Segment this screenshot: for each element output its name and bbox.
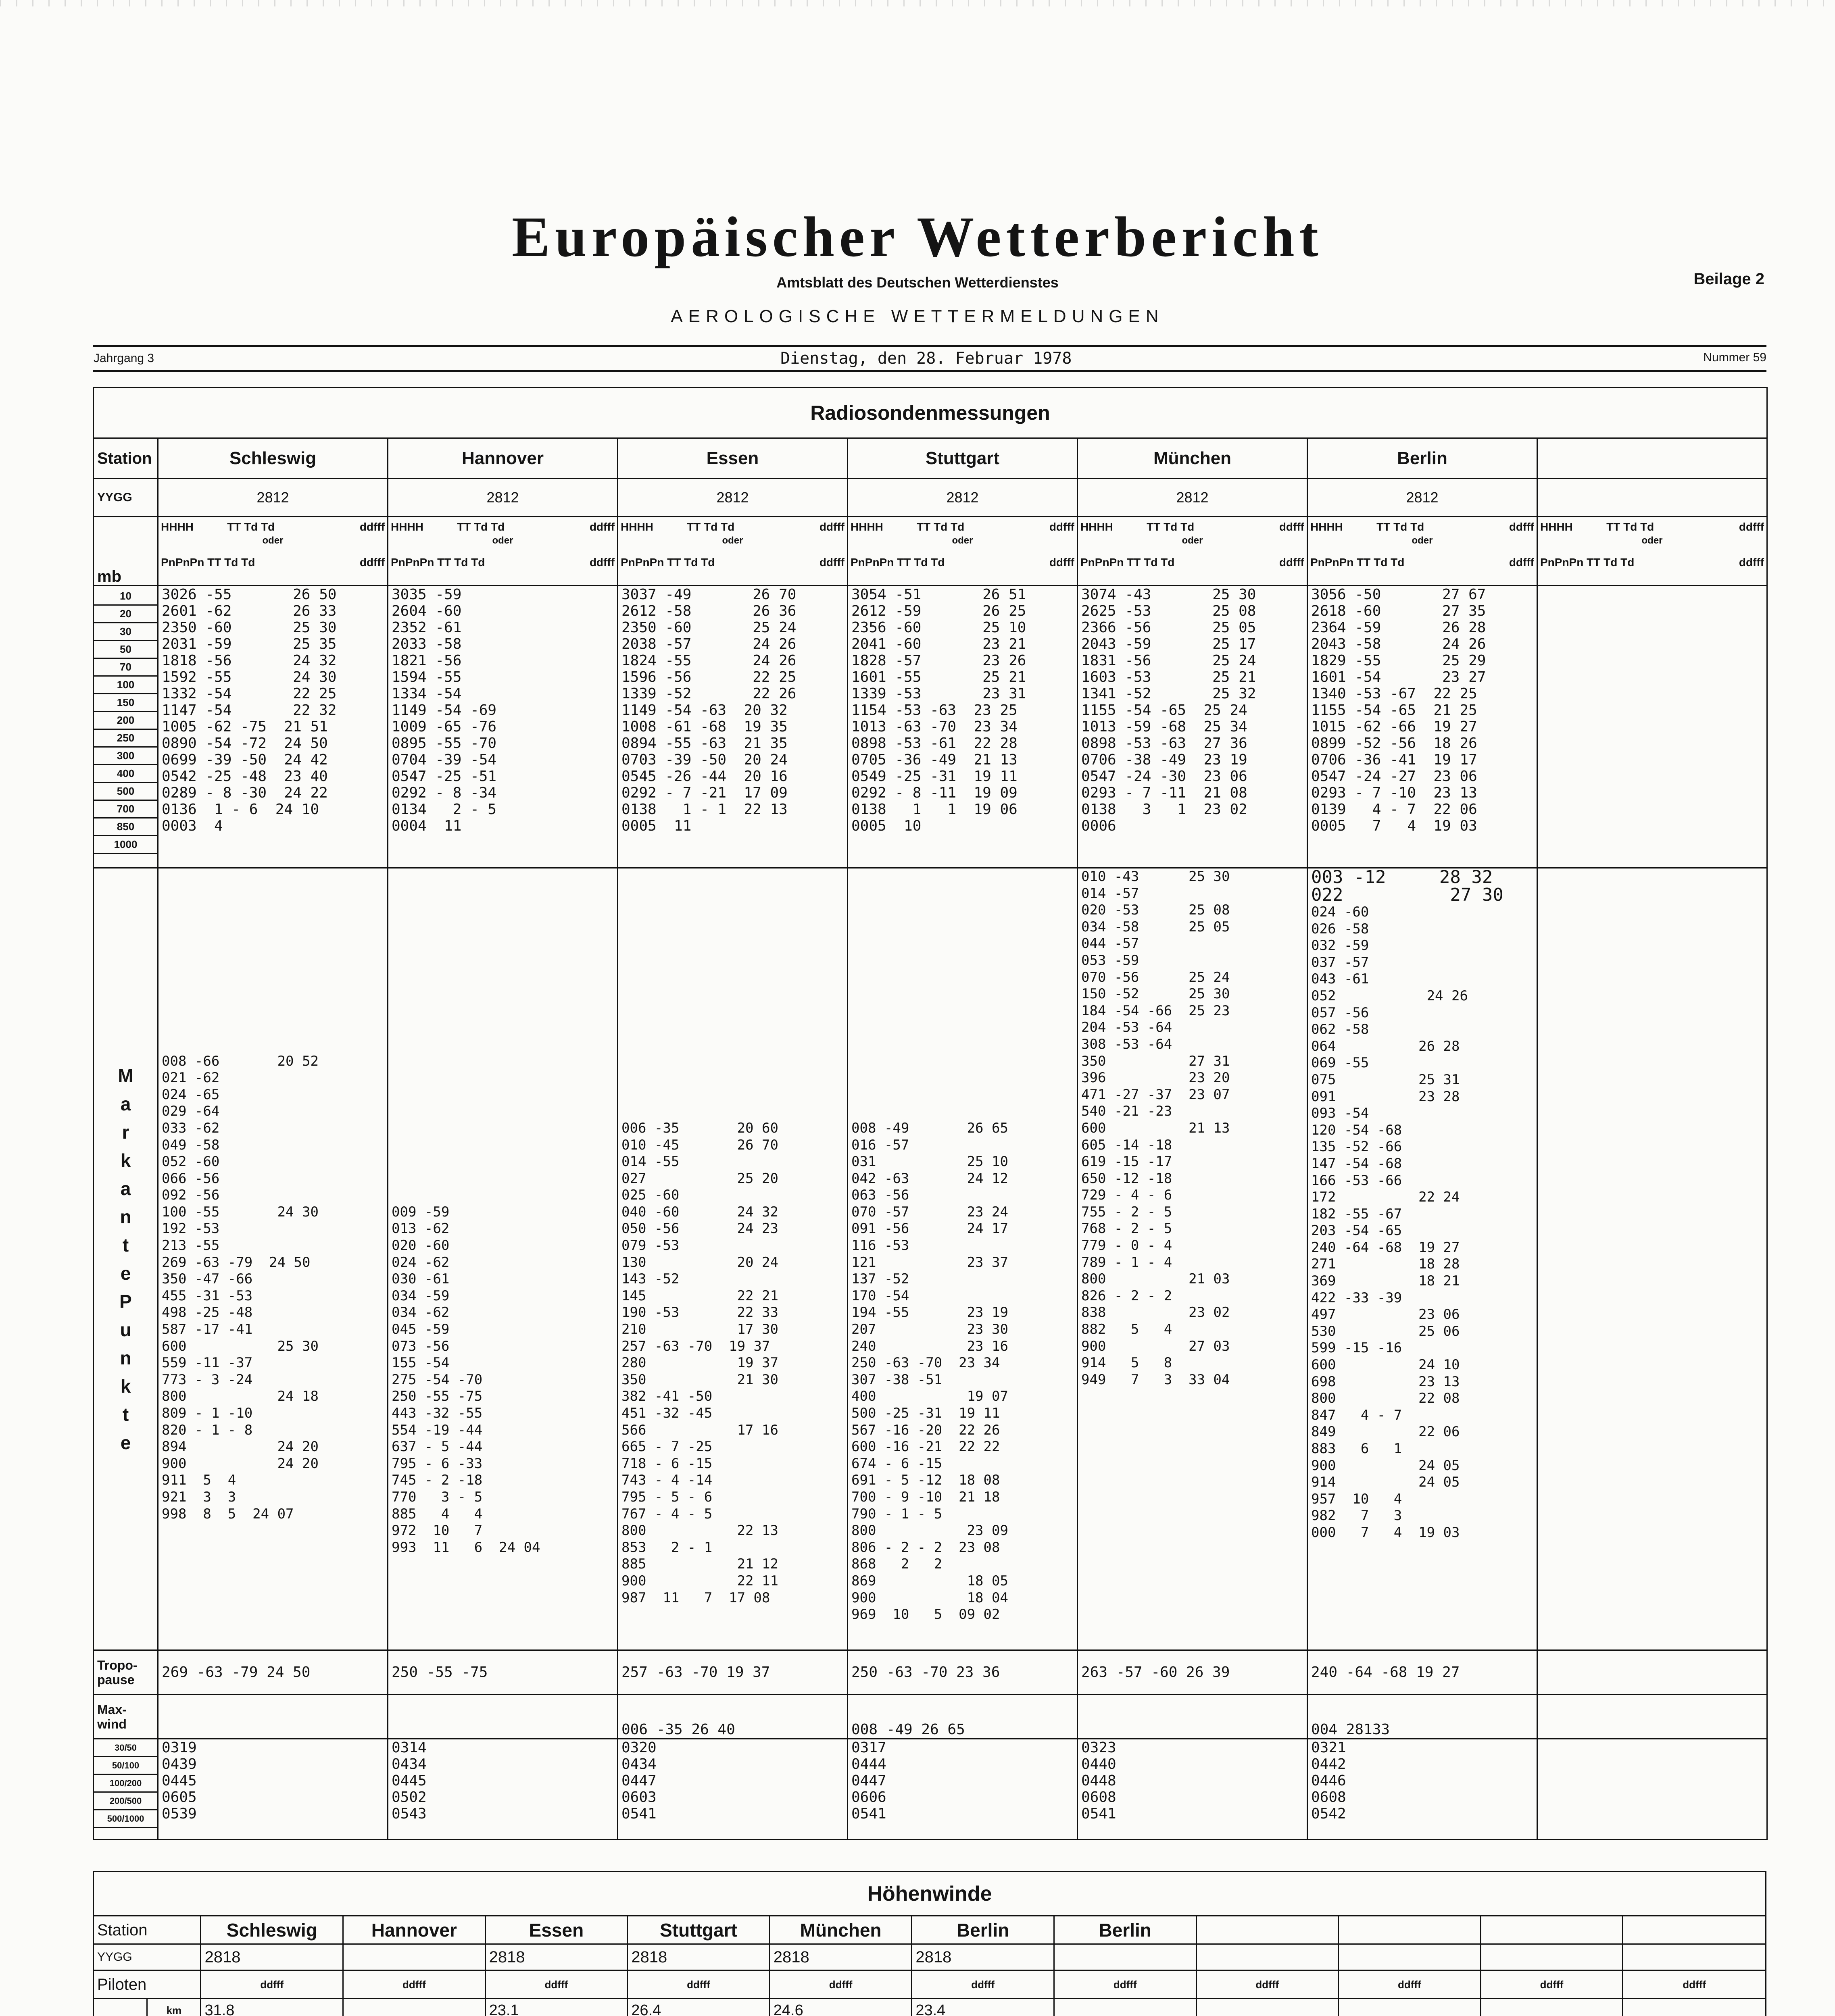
hdr-pn: PnPnPn TT Td Td xyxy=(621,556,715,569)
hw-station-name xyxy=(1623,1916,1766,1944)
hdr-ddfff: ddfff xyxy=(1739,521,1764,533)
hoehenwinde-table xyxy=(93,1871,1766,2016)
shear-labels xyxy=(94,1739,158,1840)
gipfel-km xyxy=(1481,1999,1623,2016)
station-name: München xyxy=(1078,438,1307,479)
shear-values: 0317 0444 0447 0606 0541 xyxy=(848,1739,1078,1840)
pressure-level: 700 xyxy=(94,801,157,818)
pressure-level: 250 xyxy=(94,730,157,748)
hdr-oder: oder xyxy=(722,535,743,546)
pressure-level: 200 xyxy=(94,712,157,730)
hdr-oder: oder xyxy=(1412,535,1433,546)
pressure-level: 500 xyxy=(94,783,157,801)
marked-points xyxy=(1537,868,1767,1650)
hw-piloten-ddfff: ddfff xyxy=(1623,1970,1766,1999)
hdr-ddfff: ddfff xyxy=(1739,556,1764,569)
hw-station-name: Hannover xyxy=(343,1916,486,1944)
marked-label-letter: k xyxy=(120,1375,131,1397)
hw-station-name: Berlin xyxy=(912,1916,1054,1944)
hdr-ddfff: ddfff xyxy=(1279,556,1304,569)
maxwind-value: 004 28133 xyxy=(1307,1695,1537,1739)
marked-points: 006 -35 20 60 010 -45 26 70 014 -55 027 25 20 025 -60 040 -60 24 32 050 -56 24 23 079 -53 130 20 24 143 -52 145 22 21 190 -53 22 33 210 17 30 257 -63 -70 19 37 280 19 37 350 21 30 382 -41 -50 451 -32 -45 566 17 16 665 - 7 -25 718 - 6 -15 743 - 4 -14 795 - 5 - 6 767 - 4 - 5 800 22 13 853 2 - 1 885 21 12 900 22 11 987 11 7 17 08 xyxy=(618,868,848,1650)
yygg-label: YYGG xyxy=(94,479,158,517)
hw-yygg-value: 2818 xyxy=(485,1944,628,1970)
hdr-pn: PnPnPn TT Td Td xyxy=(1540,556,1635,569)
shear-layer: 50/100 xyxy=(94,1757,157,1775)
pressure-level: 850 xyxy=(94,818,157,836)
gipfel-km-label: km xyxy=(147,1999,201,2016)
hw-station-name xyxy=(1339,1916,1481,1944)
marked-label-letter: r xyxy=(122,1121,129,1143)
pressure-level: 400 xyxy=(94,765,157,783)
hdr-ddfff: ddfff xyxy=(1279,521,1304,533)
hdr-tt: TT Td Td xyxy=(1606,521,1654,533)
hdr-pn: PnPnPn TT Td Td xyxy=(391,556,485,569)
hdr-tt: TT Td Td xyxy=(917,521,965,533)
hdr-ddfff: ddfff xyxy=(359,556,385,569)
gipfelpunkt-label xyxy=(94,1999,147,2016)
hdr-ddfff: ddfff xyxy=(589,556,615,569)
yygg-value: 2812 xyxy=(1307,479,1537,517)
station-name xyxy=(1537,438,1767,479)
marked-points-text xyxy=(94,1062,157,1457)
tropopause-value: 240 -64 -68 19 27 xyxy=(1307,1650,1537,1695)
hw-station-label: Station xyxy=(94,1916,201,1944)
hdr-ddfff: ddfff xyxy=(1049,521,1074,533)
shear-layer: 200/500 xyxy=(94,1793,157,1810)
hw-station-name xyxy=(1196,1916,1339,1944)
hdr-hhhh: HHHH xyxy=(1540,521,1573,533)
hw-yygg-value xyxy=(1339,1944,1481,1970)
marked-label-letter: n xyxy=(120,1347,131,1368)
shear-values: 0320 0434 0447 0603 0541 xyxy=(618,1739,848,1840)
shear-values: 0314 0434 0445 0502 0543 xyxy=(388,1739,618,1840)
hdr-tt: TT Td Td xyxy=(1147,521,1195,533)
hw-yygg-value xyxy=(1196,1944,1339,1970)
supplement-label: Beilage 2 xyxy=(1693,270,1764,288)
hw-station-name xyxy=(1481,1916,1623,1944)
hw-station-name: Stuttgart xyxy=(628,1916,770,1944)
hw-yygg-label: YYGG xyxy=(94,1944,201,1970)
marked-label-letter: a xyxy=(120,1093,131,1114)
gipfel-km xyxy=(1339,1999,1481,2016)
pressure-level: 50 xyxy=(94,641,157,659)
marked-label-letter: u xyxy=(120,1319,131,1340)
mb-label: mb xyxy=(94,517,158,586)
gipfel-km xyxy=(1196,1999,1339,2016)
column-header xyxy=(848,517,1078,586)
hdr-pn: PnPnPn TT Td Td xyxy=(851,556,945,569)
hw-yygg-value: 2818 xyxy=(628,1944,770,1970)
tropopause-value xyxy=(1537,1650,1767,1695)
hw-station-name: Berlin xyxy=(1054,1916,1196,1944)
tropopause-label: Tropo-pause xyxy=(94,1650,158,1695)
standard-levels: 3035 -59 2604 -60 2352 -61 2033 -58 1821 -56 1594 -55 1334 -54 1149 -54 -69 1009 -65 -76 0895 -55 -70 0704 -39 -54 0547 -25 -51 0292 - 8 -34 0134 2 - 5 0004 11 xyxy=(388,586,618,868)
hdr-tt: TT Td Td xyxy=(457,521,505,533)
station-label: Station xyxy=(94,438,158,479)
shear-values: 0323 0440 0448 0608 0541 xyxy=(1078,1739,1307,1840)
standard-levels: 3054 -51 26 51 2612 -59 26 25 2356 -60 25 10 2041 -60 23 21 1828 -57 23 26 1601 -55 25 21 1339 -53 23 31 1154 -53 -63 23 25 1013 -63 -70 23 34 0898 -53 -61 22 28 0705 -36 -49 21 13 0549 -25 -31 19 11 0292 - 8 -11 19 09 0138 1 1 19 06 0005 10 xyxy=(848,586,1078,868)
tropopause-value: 269 -63 -79 24 50 xyxy=(158,1650,388,1695)
hdr-oder: oder xyxy=(952,535,973,546)
marked-points: 003 -12 28 32 022 27 30 024 -60 026 -58 032 -59 037 -57 043 -61 052 24 26 057 -56 062 -58 064 26 28 069 -55 075 25 31 091 23 28 093 -54 120 -54 -68 135 -52 -66 147 -54 -68 166 -53 -66 172 22 24 182 -55 -67 203 -54 -65 240 -64 -68 19 27 271 18 28 369 18 21 422 -33 -39 497 23 06 530 25 06 599 -15 -16 600 24 10 698 23 13 800 22 08 847 4 - 7 849 22 06 883 6 1 900 24 05 914 24 05 957 10 4 982 7 3 000 7 4 19 03 xyxy=(1307,868,1537,1650)
marked-label-letter: t xyxy=(122,1234,129,1256)
shear-values: 0321 0442 0446 0608 0542 xyxy=(1307,1739,1537,1840)
gipfel-km: 23.4 xyxy=(912,1999,1054,2016)
hdr-hhhh: HHHH xyxy=(1080,521,1113,533)
hw-piloten-ddfff: ddfff xyxy=(201,1970,343,1999)
maxwind-value xyxy=(1078,1695,1307,1739)
maxwind-value xyxy=(1537,1695,1767,1739)
hdr-tt: TT Td Td xyxy=(227,521,275,533)
yygg-value: 2812 xyxy=(848,479,1078,517)
column-header xyxy=(1537,517,1767,586)
hoehenwinde-heading: Höhenwinde xyxy=(94,1872,1766,1916)
hdr-hhhh: HHHH xyxy=(161,521,194,533)
shear-layer: 500/1000 xyxy=(94,1810,157,1828)
standard-levels: 3074 -43 25 30 2625 -53 25 08 2366 -56 25 05 2043 -59 25 17 1831 -56 25 24 1603 -53 25 21 1341 -52 25 32 1155 -54 -65 25 24 1013 -59 -68 25 34 0898 -53 -63 27 36 0706 -38 -49 23 19 0547 -24 -30 23 06 0293 - 7 -11 21 08 0138 3 1 23 02 0006 xyxy=(1078,586,1307,868)
issue-date: Dienstag, den 28. Februar 1978 xyxy=(780,349,1072,368)
publisher-line: Amtsblatt des Deutschen Wetterdienstes xyxy=(776,274,1059,291)
pressure-level: 30 xyxy=(94,623,157,641)
pressure-level: 100 xyxy=(94,677,157,694)
column-header xyxy=(618,517,848,586)
marked-points: 009 -59 013 -62 020 -60 024 -62 030 -61 034 -59 034 -62 045 -59 073 -56 155 -54 275 -54 -70 250 -55 -75 443 -32 -55 554 -19 -44 637 - 5 -44 795 - 6 -33 745 - 2 -18 770 3 - 5 885 4 4 972 10 7 993 11 6 24 04 xyxy=(388,868,618,1650)
hw-piloten-ddfff: ddfff xyxy=(1339,1970,1481,1999)
hw-yygg-value: 2818 xyxy=(201,1944,343,1970)
tropopause-value: 250 -63 -70 23 36 xyxy=(848,1650,1078,1695)
issue-number: Nummer 59 xyxy=(1703,351,1766,364)
hw-yygg-value xyxy=(343,1944,486,1970)
hdr-hhhh: HHHH xyxy=(1310,521,1343,533)
maxwind-value: 008 -49 26 65 xyxy=(848,1695,1078,1739)
hw-piloten-label: Piloten xyxy=(94,1970,201,1999)
shear-values: 0319 0439 0445 0605 0539 xyxy=(158,1739,388,1840)
yygg-value: 2812 xyxy=(1078,479,1307,517)
station-name: Berlin xyxy=(1307,438,1537,479)
gipfel-km xyxy=(1623,1999,1766,2016)
gipfel-km xyxy=(1054,1999,1196,2016)
hw-station-name: Essen xyxy=(485,1916,628,1944)
station-name: Essen xyxy=(618,438,848,479)
maxwind-value: 006 -35 26 40 xyxy=(618,1695,848,1739)
hw-piloten-ddfff: ddfff xyxy=(769,1970,912,1999)
hdr-pn: PnPnPn TT Td Td xyxy=(1080,556,1175,569)
pressure-level: 150 xyxy=(94,694,157,712)
station-name: Schleswig xyxy=(158,438,388,479)
standard-levels: 3056 -50 27 67 2618 -60 27 35 2364 -59 26 28 2043 -58 24 26 1829 -55 25 29 1601 -54 23 27 1340 -53 -67 22 25 1155 -54 -65 21 25 1015 -62 -66 19 27 0899 -52 -56 18 26 0706 -36 -41 19 17 0547 -24 -27 23 06 0293 - 7 -10 23 13 0139 4 - 7 22 06 0005 7 4 19 03 xyxy=(1307,586,1537,868)
hdr-oder: oder xyxy=(262,535,284,546)
standard-levels: 3037 -49 26 70 2612 -58 26 36 2350 -60 25 24 2038 -57 24 26 1824 -55 24 26 1596 -56 22 25 1339 -52 22 26 1149 -54 -63 20 32 1008 -61 -68 19 35 0894 -55 -63 21 35 0703 -39 -50 20 24 0545 -26 -44 20 16 0292 - 7 -21 17 09 0138 1 - 1 22 13 0005 11 xyxy=(618,586,848,868)
hdr-tt: TT Td Td xyxy=(1376,521,1424,533)
station-name: Hannover xyxy=(388,438,618,479)
hdr-pn: PnPnPn TT Td Td xyxy=(1310,556,1405,569)
yygg-value: 2812 xyxy=(388,479,618,517)
marked-points: 008 -49 26 65 016 -57 031 25 10 042 -63 24 12 063 -56 070 -57 23 24 091 -56 24 17 116 -53 121 23 37 137 -52 170 -54 194 -55 23 19 207 23 30 240 23 16 250 -63 -70 23 34 307 -38 -51 400 19 07 500 -25 -31 19 11 567 -16 -20 22 26 600 -16 -21 22 22 674 - 6 -15 691 - 5 -12 18 08 700 - 9 -10 21 18 790 - 1 - 5 800 23 09 806 - 2 - 2 23 08 868 2 2 869 18 05 900 18 04 969 10 5 09 02 xyxy=(848,868,1078,1650)
hdr-hhhh: HHHH xyxy=(391,521,423,533)
hw-piloten-ddfff: ddfff xyxy=(912,1970,1054,1999)
radiosonde-table xyxy=(93,387,1768,1840)
hdr-ddfff: ddfff xyxy=(589,521,615,533)
hdr-oder: oder xyxy=(1182,535,1203,546)
scan-edge-noise xyxy=(0,0,1835,6)
pressure-level: 300 xyxy=(94,748,157,765)
hw-yygg-value: 2818 xyxy=(769,1944,912,1970)
hdr-ddfff: ddfff xyxy=(819,556,845,569)
hw-yygg-value: 2818 xyxy=(912,1944,1054,1970)
marked-points-label xyxy=(94,868,158,1650)
column-header xyxy=(1307,517,1537,586)
gipfel-km: 26.4 xyxy=(628,1999,770,2016)
pressure-level: 10 xyxy=(94,588,157,606)
pressure-level: 20 xyxy=(94,606,157,623)
hdr-tt: TT Td Td xyxy=(687,521,735,533)
hw-piloten-ddfff: ddfff xyxy=(1481,1970,1623,1999)
pressure-levels xyxy=(94,586,158,868)
marked-label-letter: k xyxy=(120,1150,131,1171)
hdr-hhhh: HHHH xyxy=(851,521,883,533)
hdr-oder: oder xyxy=(1641,535,1663,546)
hdr-pn: PnPnPn TT Td Td xyxy=(161,556,255,569)
hw-station-name: Schleswig xyxy=(201,1916,343,1944)
marked-label-letter: P xyxy=(119,1291,132,1312)
marked-label-letter: e xyxy=(120,1262,131,1284)
gipfel-km: 24.6 xyxy=(769,1999,912,2016)
maxwind-label: Max-wind xyxy=(94,1695,158,1739)
hdr-ddfff: ddfff xyxy=(1049,556,1074,569)
shear-layer: 100/200 xyxy=(94,1775,157,1793)
hw-yygg-value xyxy=(1481,1944,1623,1970)
hw-station-name: München xyxy=(769,1916,912,1944)
hw-yygg-value xyxy=(1623,1944,1766,1970)
hw-piloten-ddfff: ddfff xyxy=(485,1970,628,1999)
hdr-ddfff: ddfff xyxy=(1509,556,1534,569)
yygg-value: 2812 xyxy=(618,479,848,517)
marked-points: 010 -43 25 30 014 -57 020 -53 25 08 034 -58 25 05 044 -57 053 -59 070 -56 25 24 150 -52 25 30 184 -54 -66 25 23 204 -53 -64 308 -53 -64 350 27 31 396 23 20 471 -27 -37 23 07 540 -21 -23 600 21 13 605 -14 -18 619 -15 -17 650 -12 -18 729 - 4 - 6 755 - 2 - 5 768 - 2 - 5 779 - 0 - 4 789 - 1 - 4 800 21 03 826 - 2 - 2 838 23 02 882 5 4 900 27 03 914 5 8 949 7 3 33 04 xyxy=(1078,868,1307,1650)
column-header xyxy=(1078,517,1307,586)
tropopause-value: 250 -55 -75 xyxy=(388,1650,618,1695)
standard-levels: 3026 -55 26 50 2601 -62 26 33 2350 -60 25 30 2031 -59 25 35 1818 -56 24 32 1592 -55 24 30 1332 -54 22 25 1147 -54 22 32 1005 -62 -75 21 51 0890 -54 -72 24 50 0699 -39 -50 24 42 0542 -25 -48 23 40 0289 - 8 -30 24 22 0136 1 - 6 24 10 0003 4 xyxy=(158,586,388,868)
volume-label: Jahrgang 3 xyxy=(94,352,154,365)
marked-label-letter: n xyxy=(120,1206,131,1227)
tropopause-value: 257 -63 -70 19 37 xyxy=(618,1650,848,1695)
yygg-value xyxy=(1537,479,1767,517)
header-rule xyxy=(93,345,1766,347)
radiosonde-heading: Radiosondenmessungen xyxy=(94,388,1767,438)
marked-label-letter: M xyxy=(118,1065,133,1086)
shear-values xyxy=(1537,1739,1767,1840)
maxwind-value xyxy=(388,1695,618,1739)
hw-yygg-value xyxy=(1054,1944,1196,1970)
hdr-oder: oder xyxy=(492,535,513,546)
pressure-level: 1000 xyxy=(94,836,157,854)
hdr-hhhh: HHHH xyxy=(621,521,653,533)
hw-piloten-ddfff: ddfff xyxy=(1196,1970,1339,1999)
marked-label-letter: a xyxy=(120,1178,131,1199)
gipfel-km: 31.8 xyxy=(201,1999,343,2016)
standard-levels xyxy=(1537,586,1767,868)
marked-label-letter: t xyxy=(122,1404,129,1425)
hdr-ddfff: ddfff xyxy=(1509,521,1534,533)
yygg-value: 2812 xyxy=(158,479,388,517)
header-rule-2 xyxy=(93,370,1766,372)
hw-piloten-ddfff: ddfff xyxy=(343,1970,486,1999)
page-title: Europäischer Wetterbericht xyxy=(512,205,1323,269)
marked-label-letter: e xyxy=(120,1432,131,1453)
column-header xyxy=(158,517,388,586)
station-name: Stuttgart xyxy=(848,438,1078,479)
tropopause-value: 263 -57 -60 26 39 xyxy=(1078,1650,1307,1695)
hw-piloten-ddfff: ddfff xyxy=(1054,1970,1196,1999)
hw-piloten-ddfff: ddfff xyxy=(628,1970,770,1999)
marked-points: 008 -66 20 52 021 -62 024 -65 029 -64 033 -62 049 -58 052 -60 066 -56 092 -56 100 -55 24 30 192 -53 213 -55 269 -63 -79 24 50 350 -47 -66 455 -31 -53 498 -25 -48 587 -17 -41 600 25 30 559 -11 -37 773 - 3 -24 800 24 18 809 - 1 -10 820 - 1 - 8 894 24 20 900 24 20 911 5 4 921 3 3 998 8 5 24 07 xyxy=(158,868,388,1650)
maxwind-value xyxy=(158,1695,388,1739)
gipfel-km xyxy=(343,1999,486,2016)
hdr-ddfff: ddfff xyxy=(359,521,385,533)
pressure-level: 70 xyxy=(94,659,157,677)
section-title: AEROLOGISCHE WETTERMELDUNGEN xyxy=(671,306,1164,326)
column-header xyxy=(388,517,618,586)
shear-layer: 30/50 xyxy=(94,1739,157,1757)
gipfel-km: 23.1 xyxy=(485,1999,628,2016)
hdr-ddfff: ddfff xyxy=(819,521,845,533)
